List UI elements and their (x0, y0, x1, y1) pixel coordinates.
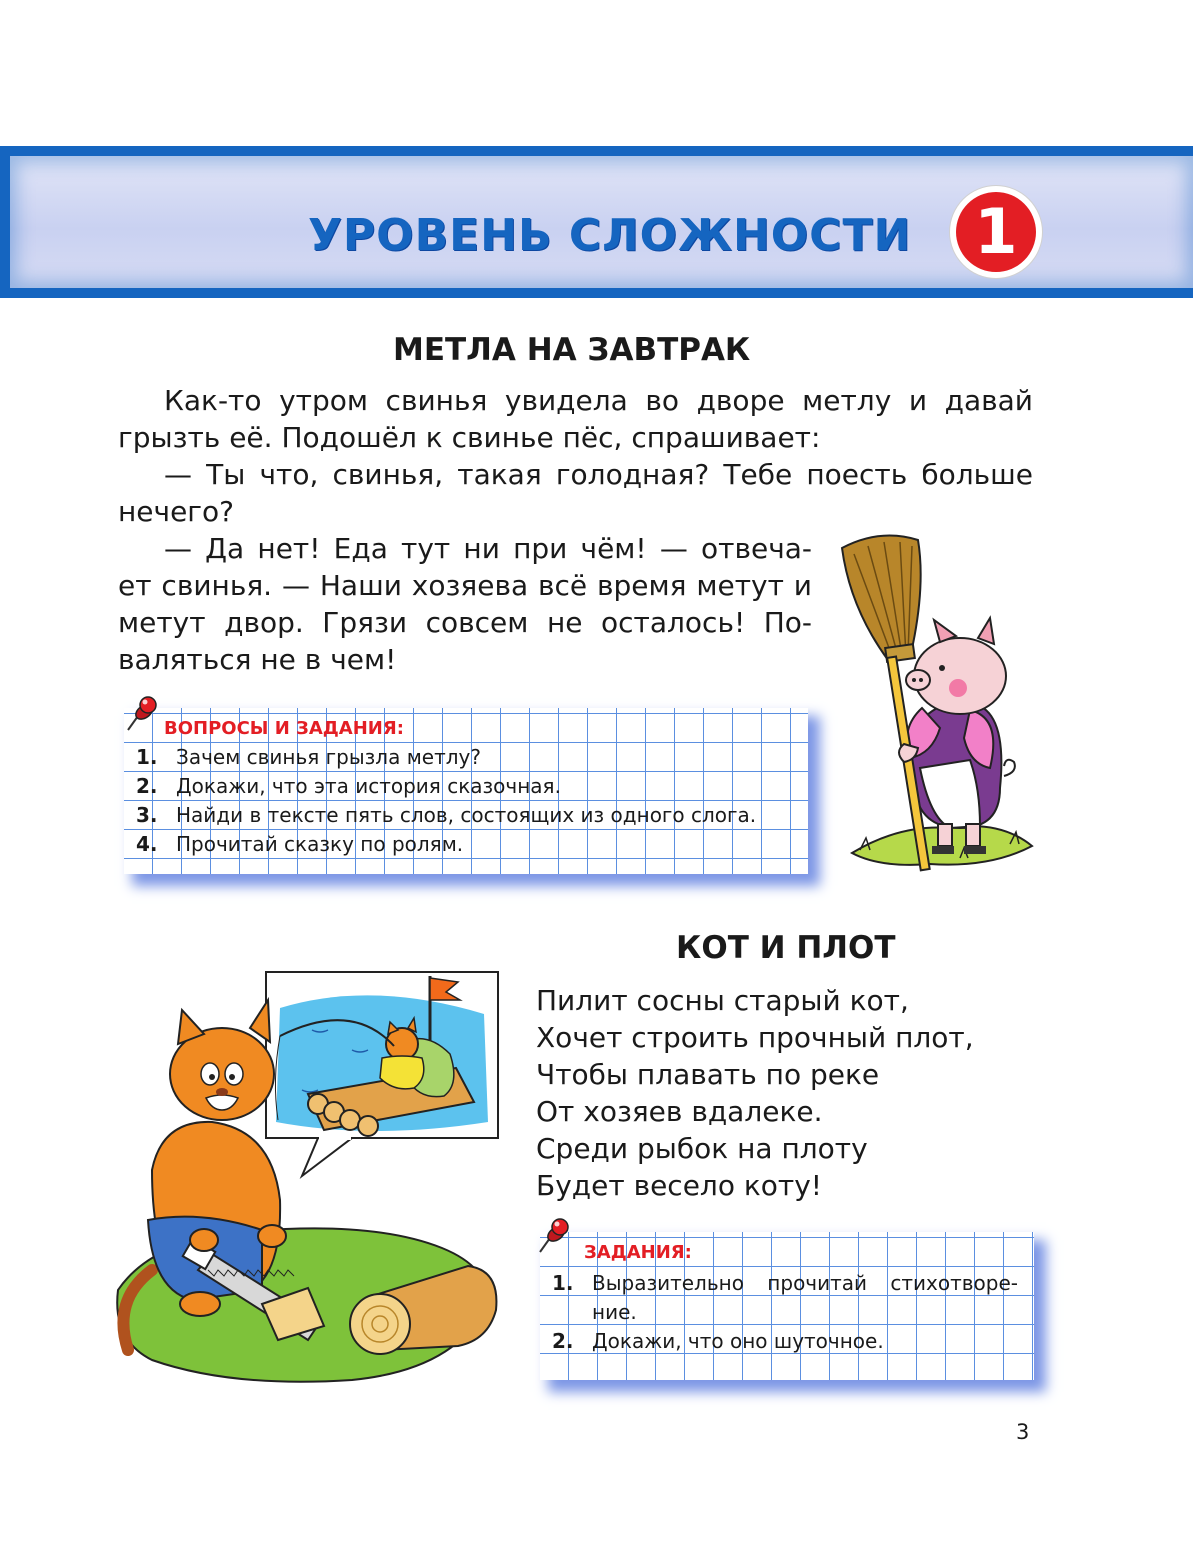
pushpin-icon (124, 696, 160, 734)
tasks-heading: ЗАДАНИЯ: (584, 1242, 692, 1263)
story-paragraph: Как-то утром свинья увидела во дворе метлу и давай грызть её. Подошёл к свинье пёс, спрашивает: (118, 384, 1033, 454)
poem-line: Будет весело коту! (536, 1169, 823, 1202)
poem-line: Среди рыбок на плоту (536, 1132, 868, 1165)
poem-line: Хочет строить прочный плот, (536, 1021, 974, 1054)
pushpin-icon (536, 1218, 572, 1256)
level-banner-panel (10, 156, 1193, 288)
question-item (134, 801, 804, 830)
level-badge (950, 186, 1042, 278)
level-number: 1 (956, 192, 1036, 272)
story-title-broom: МЕТЛА НА ЗАВТРАК (393, 332, 751, 368)
question-number: 2. (136, 774, 158, 798)
story-text-narrow (118, 530, 812, 678)
poem (536, 982, 974, 1204)
poem-line: Чтобы плавать по реке (536, 1058, 880, 1091)
page-number: 3 (1016, 1420, 1030, 1444)
tasks-list (550, 1269, 1018, 1356)
task-number: 2. (552, 1329, 574, 1353)
question-text: Докажи, что эта история сказочная. (176, 774, 561, 798)
question-text: Прочитай сказку по ролям. (176, 832, 464, 856)
story-title-cat: КОТ И ПЛОТ (676, 930, 896, 966)
question-item (134, 772, 804, 801)
questions-box (124, 708, 808, 874)
task-item (550, 1269, 1018, 1327)
question-item (134, 743, 804, 772)
tasks-box (540, 1232, 1034, 1380)
question-number: 4. (136, 832, 158, 856)
question-number: 3. (136, 803, 158, 827)
questions-list (134, 743, 804, 859)
task-item (550, 1327, 1018, 1356)
level-banner (0, 146, 1193, 298)
pig-with-broom-illustration (840, 528, 1040, 873)
story-paragraph: — Ты что, свинья, такая голодная? Тебе поесть больше нечего? (118, 458, 1033, 528)
story-text-full-width (118, 382, 1033, 530)
questions-heading: ВОПРОСЫ И ЗАДАНИЯ: (164, 718, 404, 739)
poem-line: От хозяев вдалеке. (536, 1095, 823, 1128)
question-item (134, 830, 804, 859)
level-banner-title: УРОВЕНЬ СЛОЖНОСТИ (308, 210, 912, 261)
question-text: Найди в тексте пять слов, состоящих из одного слога. (176, 803, 757, 827)
question-text: Зачем свинья грызла метлу? (176, 745, 481, 769)
poem-line: Пилит сосны старый кот, (536, 984, 909, 1017)
task-text: Выразительно прочитай стихотворе- ние. (592, 1271, 1018, 1324)
question-number: 1. (136, 745, 158, 769)
cat-sawing-log-illustration (112, 970, 510, 1390)
task-number: 1. (552, 1271, 574, 1295)
task-text: Докажи, что оно шуточное. (592, 1329, 884, 1353)
story-paragraph: — Да нет! Еда тут ни при чём! — отвеча- ет свинья. — Наши хозяева всё время метут и метут двор. Грязи совсем не осталось! По- валяться не в чем! (118, 532, 812, 676)
